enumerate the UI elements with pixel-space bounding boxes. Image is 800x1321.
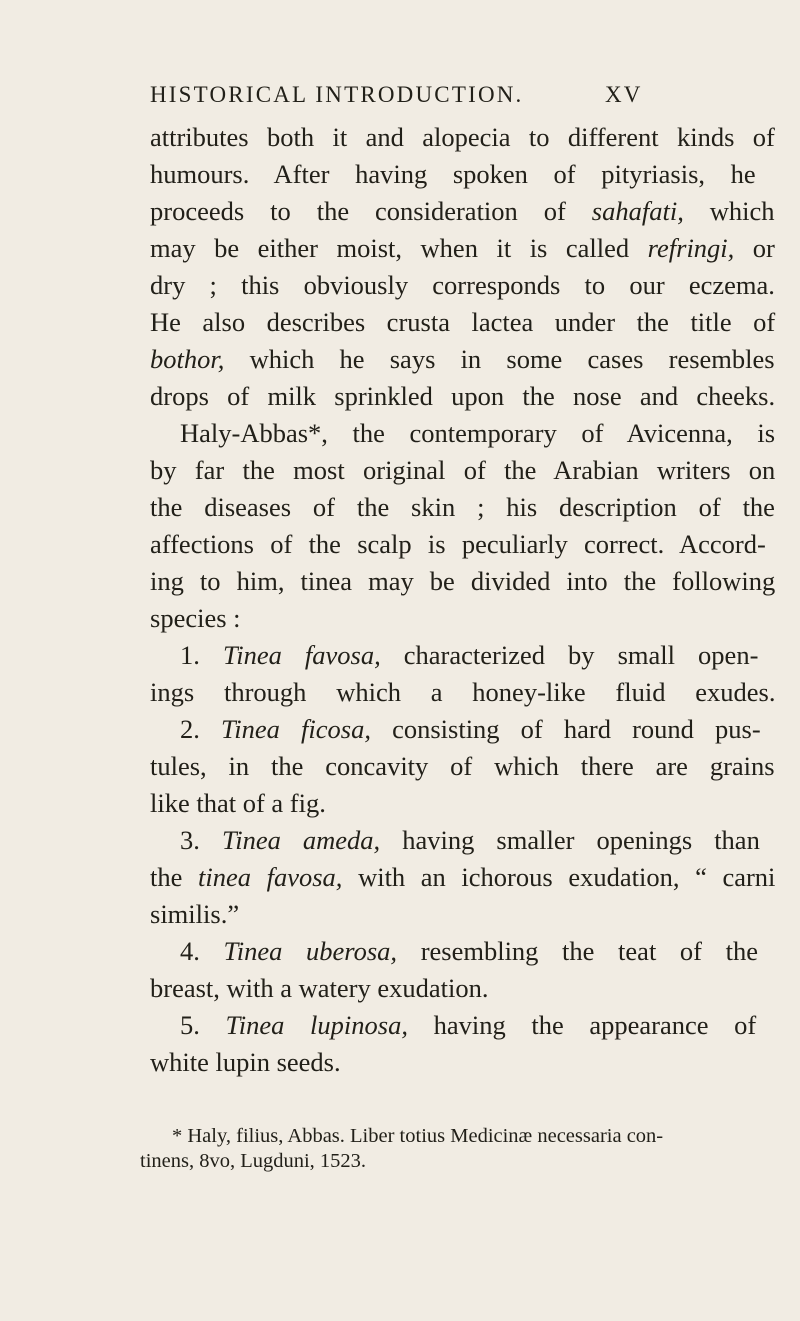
running-title: HISTORICAL INTRODUCTION. <box>150 82 524 107</box>
text-line <box>150 602 241 634</box>
text-run: breast, with a watery exudation. <box>150 973 489 1003</box>
text-line <box>180 417 775 449</box>
text-run: drops of milk sprinkled upon the nose and cheeks. <box>150 381 776 411</box>
text-run: 2. <box>180 714 221 744</box>
text-run: consisting of hard round pus- <box>370 714 761 744</box>
text-run: proceeds to the consideration of <box>150 196 592 226</box>
italic-term: Tinea ameda, <box>221 825 381 855</box>
footnote-line: tinens, 8vo, Lugduni, 1523. <box>140 1150 367 1172</box>
italic-term: bothor, <box>150 344 225 374</box>
text-run: having the appearance of <box>407 1010 757 1040</box>
text-run: by far the most original of the Arabian writers on <box>150 455 776 485</box>
text-run: He also describes crusta lactea under the title of <box>150 307 776 337</box>
text-line <box>150 269 775 301</box>
text-line <box>150 454 775 486</box>
text-run: species : <box>150 603 241 633</box>
text-run: 3. <box>180 825 222 855</box>
italic-term: tinea favosa, <box>198 862 343 892</box>
text-run: ings through which a honey-like fluid exudes. <box>150 677 776 707</box>
text-run: having smaller openings than <box>380 825 760 855</box>
text-line <box>150 195 775 227</box>
text-run: the <box>150 862 198 892</box>
text-line <box>180 639 758 671</box>
text-line <box>150 232 775 264</box>
text-line <box>150 306 775 338</box>
text-run: 1. <box>180 640 223 670</box>
text-line <box>180 935 758 967</box>
text-run: or <box>734 233 775 263</box>
text-line <box>150 380 775 412</box>
text-run: 5. <box>180 1010 226 1040</box>
italic-term: Tinea uberosa, <box>223 936 398 966</box>
text-line <box>150 158 756 190</box>
text-run: tules, in the concavity of which there are grains <box>150 751 775 781</box>
text-line <box>150 861 775 893</box>
italic-term: refringi, <box>647 233 735 263</box>
text-run: dry ; this obviously corresponds to our eczema. <box>150 270 775 300</box>
text-run: attributes both it and alopecia to different kinds of <box>150 122 775 152</box>
text-run: white lupin seeds. <box>150 1047 341 1077</box>
text-run: the diseases of the skin ; his description of the <box>150 492 775 522</box>
text-line <box>180 713 761 745</box>
text-run: Haly-Abbas*, the contemporary of Avicenna, is <box>180 418 776 448</box>
text-line <box>150 1046 341 1078</box>
text-line <box>150 121 775 153</box>
text-run: with an ichorous exudation, “ carni <box>342 862 776 892</box>
text-run: affections of the scalp is peculiarly correct. Accord- <box>150 529 766 559</box>
text-run: ing to him, tinea may be divided into the following <box>150 566 776 596</box>
text-line <box>150 528 766 560</box>
text-run: which he says in some cases resembles <box>224 344 775 374</box>
text-run: like that of a fig. <box>150 788 326 818</box>
italic-term: sahafati, <box>591 196 684 226</box>
page-number: XV <box>605 82 643 107</box>
text-line <box>150 787 326 819</box>
text-line <box>150 491 775 523</box>
italic-term: Tinea favosa, <box>222 640 381 670</box>
italic-term: Tinea lupinosa, <box>225 1010 408 1040</box>
text-line <box>150 343 775 375</box>
footnote-line: * Haly, filius, Abbas. Liber totius Medicinæ necessaria con- <box>172 1125 664 1147</box>
text-line <box>180 824 760 856</box>
text-run: may be either moist, when it is called <box>150 233 648 263</box>
text-line <box>180 1009 756 1041</box>
text-line <box>150 898 239 930</box>
text-line <box>150 972 489 1004</box>
text-run: resembling the teat of the <box>397 936 759 966</box>
italic-term: Tinea ficosa, <box>221 714 371 744</box>
text-line <box>150 565 775 597</box>
text-run: 4. <box>180 936 224 966</box>
text-run: which <box>683 196 775 226</box>
text-line <box>150 750 775 782</box>
text-run: characterized by small open- <box>380 640 759 670</box>
text-line <box>150 676 775 708</box>
text-run: similis.” <box>150 899 240 929</box>
text-run: humours. After having spoken of pityriasis, he <box>150 159 756 189</box>
